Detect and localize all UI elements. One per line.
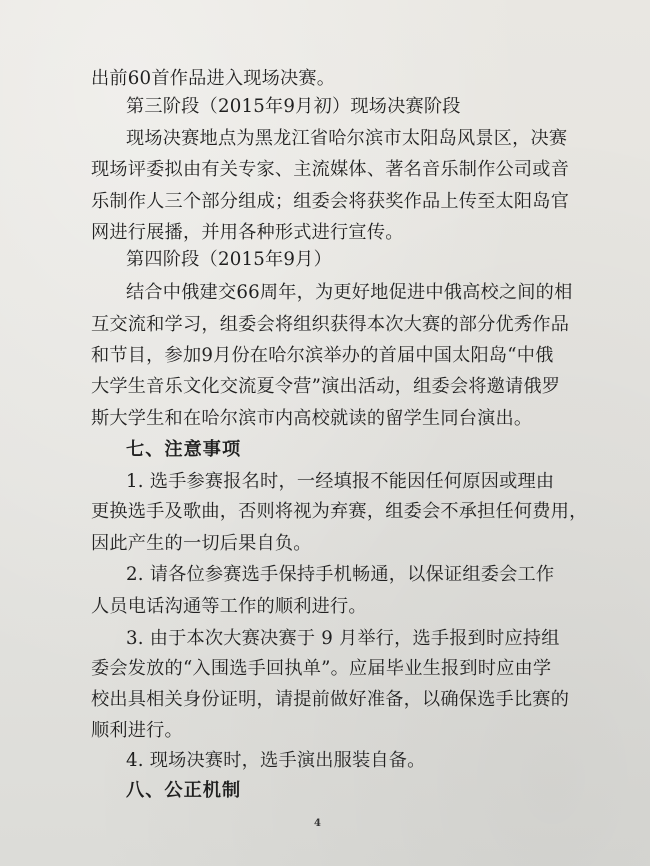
body-text-line: 和节目，参加9月份在哈尔滨举办的首届中国太阳岛“中俄 [91,345,554,366]
body-text-line: 网进行展播，并用各种形式进行宣传。 [91,222,404,243]
body-text-line: 顺利进行。 [91,720,183,741]
notes-item-4: 4. 现场决赛时，选手演出服装自备。 [126,750,426,771]
stage-three-title: 第三阶段（2015年9月初）现场决赛阶段 [126,96,461,117]
body-text-line: 结合中俄建交66周年，为更好地促进中俄高校之间的相 [126,282,573,303]
notes-item-3: 3. 由于本次大赛决赛于 9 月举行，选手报到时应持组 [126,628,560,649]
notes-item-2: 2. 请各位参赛选手保持手机畅通，以保证组委会工作 [126,564,555,585]
body-text-line: 出前60首作品进入现场决赛。 [91,68,336,89]
body-text-line: 因此产生的一切后果自负。 [91,533,312,554]
section-heading-notes: 七、注意事项 [126,439,242,460]
body-text-line: 人员电话沟通等工作的顺利进行。 [91,596,367,617]
body-text-line: 乐制作人三个部分组成；组委会将获奖作品上传至太阳岛官 [91,191,570,212]
stage-four-title: 第四阶段（2015年9月） [126,249,332,270]
body-text-line: 现场评委拟由有关专家、主流媒体、著名音乐制作公司或音 [91,159,570,180]
body-text-line: 校出具相关身份证明，请提前做好准备，以确保选手比赛的 [91,689,570,710]
body-text-line: 更换选手及歌曲，否则将视为弃赛，组委会不承担任何费用， [91,501,588,522]
body-text-line: 斯大学生和在哈尔滨市内高校就读的留学生同台演出。 [91,408,533,429]
body-text-line: 现场决赛地点为黑龙江省哈尔滨市太阳岛风景区，决赛 [126,128,568,149]
page-number: 4 [314,818,321,829]
body-text-line: 大学生音乐文化交流夏令营”演出活动，组委会将邀请俄罗 [91,376,561,397]
body-text-line: 委会发放的“入围选手回执单”。应届毕业生报到时应由学 [91,658,552,679]
notes-item-1: 1. 选手参赛报名时，一经填报不能因任何原因或理由 [126,471,555,492]
body-text-line: 互交流和学习，组委会将组织获得本次大赛的部分优秀作品 [91,314,570,335]
section-heading-fairness: 八、公正机制 [126,780,242,801]
